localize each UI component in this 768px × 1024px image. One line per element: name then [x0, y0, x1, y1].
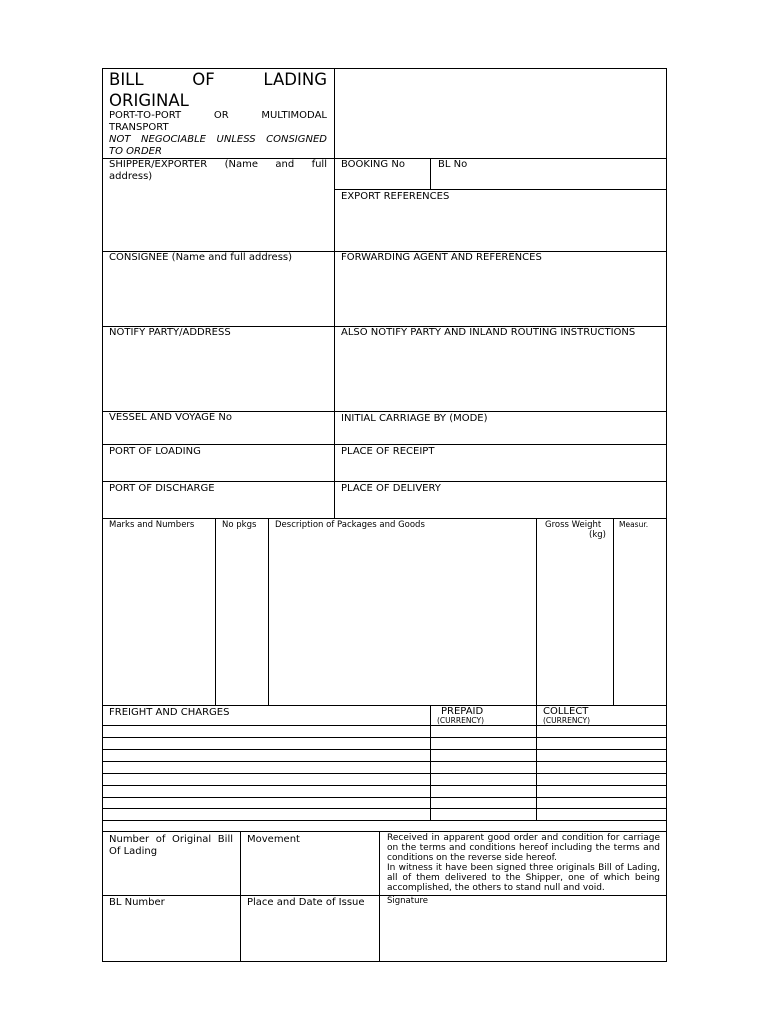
rule: [102, 808, 667, 809]
rule: [379, 831, 380, 962]
gross-weight-header: Gross Weight: [545, 520, 602, 530]
prepaid-currency: (CURRENCY): [437, 716, 485, 725]
transport-type-cont: TRANSPORT: [109, 122, 169, 133]
rule: [102, 895, 667, 896]
consignee-label: CONSIGNEE (Name and full address): [109, 252, 293, 263]
bl-number-label: BL Number: [109, 897, 165, 908]
witness-clause-line: accomplished, the others to stand null and void.: [387, 883, 605, 893]
rule: [102, 831, 667, 832]
rule: [102, 773, 667, 774]
booking-no-label: BOOKING No: [341, 159, 405, 170]
negotiable-notice: NOT NEGOCIABLE UNLESS CONSIGNED: [109, 134, 327, 145]
place-date-issue-label: Place and Date of Issue: [247, 897, 365, 908]
received-clause-line: on the terms and conditions hereof including the terms and: [387, 843, 660, 853]
negotiable-notice-cont: TO ORDER: [109, 146, 162, 157]
document-title: BILL OF LADING: [109, 70, 327, 89]
witness-clause-line: all of them delivered to the Shipper, one of which being: [387, 873, 660, 883]
number-originals-label-cont: Of Lading: [109, 846, 158, 857]
initial-carriage-label: INITIAL CARRIAGE BY (MODE): [341, 413, 488, 424]
freight-charges-label: FREIGHT AND CHARGES: [109, 707, 230, 718]
prepaid-header: PREPAID: [441, 706, 484, 717]
document-subtitle: ORIGINAL: [109, 91, 189, 110]
forwarding-agent-label: FORWARDING AGENT AND REFERENCES: [341, 252, 542, 263]
rule: [430, 158, 431, 189]
description-header: Description of Packages and Goods: [275, 520, 425, 530]
measurement-header: Measur.: [619, 520, 649, 529]
port-of-loading-label: PORT OF LOADING: [109, 446, 201, 457]
rule: [102, 761, 667, 762]
rule: [536, 518, 537, 820]
marks-numbers-header: Marks and Numbers: [109, 520, 195, 530]
rule: [240, 831, 241, 962]
notify-party-label: NOTIFY PARTY/ADDRESS: [109, 327, 231, 338]
rule: [613, 518, 614, 705]
collect-currency: (CURRENCY): [543, 716, 591, 725]
rule: [102, 785, 667, 786]
shipper-label-cont: address): [109, 171, 153, 182]
no-pkgs-header: No pkgs: [222, 520, 257, 530]
rule: [102, 444, 667, 445]
rule: [334, 189, 667, 190]
transport-type: PORT-TO-PORT OR MULTIMODAL: [109, 110, 327, 121]
place-of-delivery-label: PLACE OF DELIVERY: [341, 483, 441, 494]
witness-clause-line: In witness it have been signed three originals Bill of Lading,: [387, 863, 660, 873]
shipper-label: SHIPPER/EXPORTER (Name and full: [109, 159, 327, 170]
movement-label: Movement: [247, 834, 300, 845]
rule: [102, 518, 667, 519]
vessel-voyage-label: VESSEL AND VOYAGE No: [109, 412, 232, 423]
rule: [334, 68, 335, 518]
collect-header: COLLECT: [543, 706, 589, 717]
rule: [430, 705, 431, 820]
also-notify-label: ALSO NOTIFY PARTY AND INLAND ROUTING INSTRUCTIONS: [341, 327, 636, 338]
port-of-discharge-label: PORT OF DISCHARGE: [109, 483, 215, 494]
export-references-label: EXPORT REFERENCES: [341, 191, 450, 202]
rule: [102, 820, 667, 821]
place-of-receipt-label: PLACE OF RECEIPT: [341, 446, 435, 457]
number-originals-label: Number of Original Bill: [109, 834, 233, 845]
bl-no-label: BL No: [438, 159, 468, 170]
rule: [215, 518, 216, 705]
gross-weight-unit: (kg): [589, 530, 606, 540]
received-clause-line: Received in apparent good order and condition for carriage: [387, 833, 660, 843]
rule: [102, 737, 667, 738]
received-clause-line: conditions on the reverse side hereof.: [387, 853, 558, 863]
rule: [102, 797, 667, 798]
rule: [102, 481, 667, 482]
signature-label: Signature: [387, 896, 429, 906]
rule: [102, 749, 667, 750]
rule: [268, 518, 269, 705]
rule: [102, 725, 667, 726]
